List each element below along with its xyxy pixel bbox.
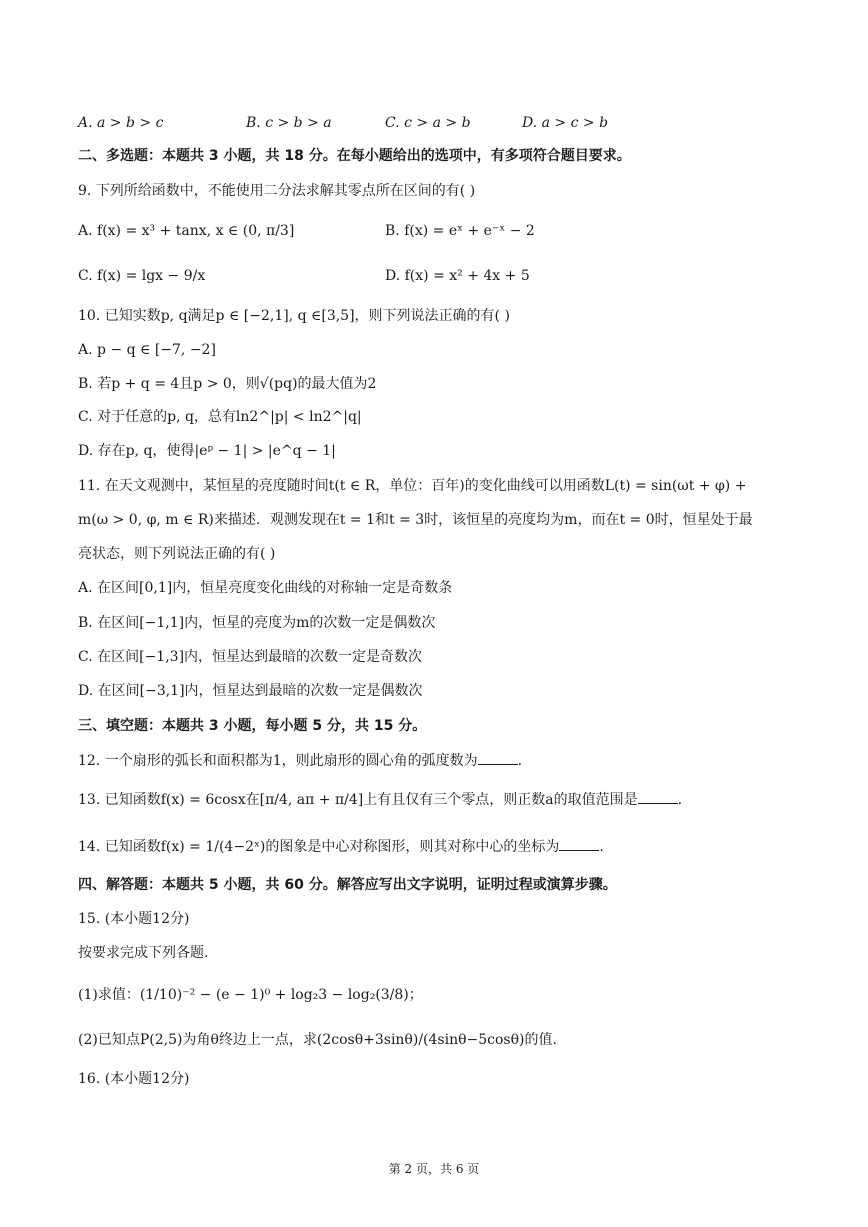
q9-option-b: B. f(x) = eˣ + e⁻ˣ − 2: [385, 223, 535, 239]
q9-stem: 9. 下列所给函数中，不能使用二分法求解其零点所在区间的有( ): [78, 183, 476, 199]
q11-option-b: B. 在区间[−1,1]内，恒星的亮度为m的次数一定是偶数次: [78, 615, 436, 631]
q13: [78, 789, 682, 810]
q11-stem-line-2: m(ω > 0, φ, m ∈ R)来描述．观测发现在t = 1和t = 3时，该恒星的亮度均为m，而在t = 0时，恒星处于最: [78, 512, 753, 528]
q9-option-c: C. f(x) = lgx − 9/x: [78, 268, 206, 284]
q16-title: 16. (本小题12分): [78, 1071, 190, 1087]
q13-period: .: [677, 792, 683, 808]
q8-option-a: A. a > b > c: [78, 115, 164, 131]
q12-text: 12. 一个扇形的弧长和面积都为1，则此扇形的圆心角的弧度数为: [78, 753, 478, 769]
q9-option-a: A. f(x) = x³ + tanx, x ∈ (0, π/3]: [78, 223, 295, 239]
q11-option-c: C. 在区间[−1,3]内，恒星达到最暗的次数一定是奇数次: [78, 649, 423, 665]
q10-option-b: B. 若p + q = 4且p > 0，则√(pq)的最大值为2: [78, 376, 377, 392]
q13-text: 13. 已知函数f(x) = 6cosx在[π/4, aπ + π/4]上有且仅有三个零点，则正数a的取值范围是: [78, 792, 638, 808]
q12-period: .: [517, 753, 523, 769]
q11-stem-line-3: 亮状态，则下列说法正确的有( ): [78, 546, 276, 562]
q11-option-d: D. 在区间[−3,1]内，恒星达到最暗的次数一定是偶数次: [78, 683, 423, 699]
q8-option-d: D. a > c > b: [522, 115, 609, 131]
section-4-heading: 四、解答题：本题共 5 小题，共 60 分。解答应写出文字说明，证明过程或演算步骤。: [78, 877, 617, 893]
q10-option-d: D. 存在p, q，使得|eᵖ − 1| > |e^q − 1|: [78, 443, 336, 459]
q10-stem: 10. 已知实数p, q满足p ∈ [−2,1], q ∈[3,5]，则下列说法正确的有( ): [78, 308, 510, 324]
q11-option-a: A. 在区间[0,1]内，恒星亮度变化曲线的对称轴一定是奇数条: [78, 580, 453, 596]
q14-text: 14. 已知函数f(x) = 1/(4−2ˣ)的图象是中心对称图形，则其对称中心的坐标为: [78, 839, 560, 855]
q15-intro: 按要求完成下列各题.: [78, 945, 209, 961]
section-2-heading: 二、多选题：本题共 3 小题，共 18 分。在每小题给出的选项中，有多项符合题目要求。: [78, 148, 631, 164]
q12-answer-blank[interactable]: [478, 750, 518, 765]
q14-period: .: [599, 839, 604, 855]
q15-part-1: (1)求值：(1/10)⁻² − (e − 1)⁰ + log₂3 − log₂(3/8)；: [78, 987, 423, 1003]
q14-answer-blank[interactable]: [559, 836, 599, 851]
q10-option-a: A. p − q ∈ [−7, −2]: [78, 342, 216, 358]
q11-stem-line-1: 11. 在天文观测中，某恒星的亮度随时间t(t ∈ R，单位：百年)的变化曲线可以用函数L(t) = sin(ωt + φ) +: [78, 478, 747, 494]
q15-title: 15. (本小题12分): [78, 911, 190, 927]
page-footer: 第 2 页，共 6 页: [388, 1162, 480, 1176]
q12: [78, 750, 522, 771]
q8-option-b: B. c > b > a: [246, 115, 332, 131]
q13-answer-blank[interactable]: [638, 789, 678, 804]
q14: [78, 836, 604, 857]
q8-option-c: C. c > a > b: [385, 115, 471, 131]
q10-option-c: C. 对于任意的p, q，总有ln2^|p| < ln2^|q|: [78, 409, 362, 425]
q9-option-d: D. f(x) = x² + 4x + 5: [385, 268, 530, 284]
q15-part-2: (2)已知点P(2,5)为角θ终边上一点，求(2cosθ+3sinθ)/(4sinθ−5cosθ)的值.: [78, 1032, 557, 1048]
section-3-heading: 三、填空题：本题共 3 小题，每小题 5 分，共 15 分。: [78, 718, 427, 734]
